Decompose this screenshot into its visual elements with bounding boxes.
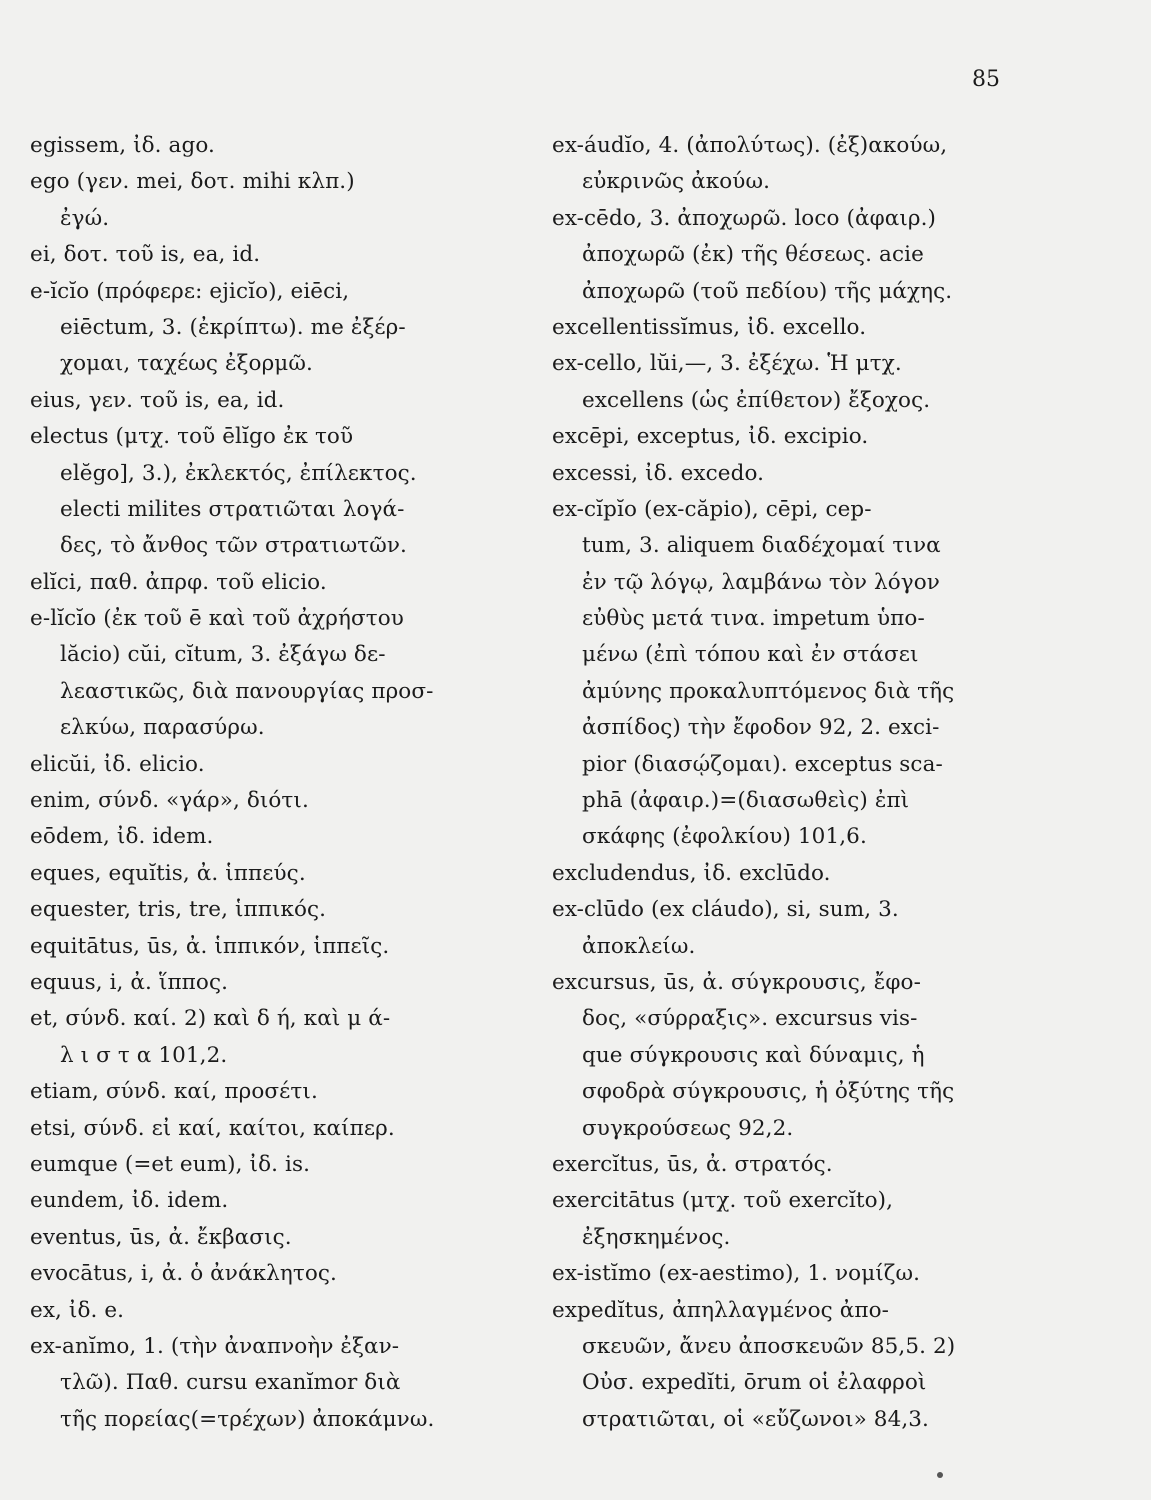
dictionary-line: ex, ἰδ. e. [30, 1297, 125, 1323]
dictionary-line: e-ĭcĭo (πρόφερε: ejicĭo), eiēci, [30, 278, 350, 304]
dictionary-line: enim, σύνδ. «γάρ», διότι. [30, 788, 309, 814]
dictionary-line: e-lĭcĭo (ἐκ τοῦ ē καὶ τοῦ ἀχρήστου [30, 606, 404, 632]
dictionary-line: ei, δοτ. τοῦ is, ea, id. [30, 242, 261, 268]
dictionary-line: eques, equĭtis, ἀ. ἱππεύς. [30, 860, 306, 886]
dictionary-line: que σύγκρουσις καὶ δύναμις, ἡ [582, 1042, 925, 1068]
dictionary-line: evocātus, i, ἀ. ὁ ἀνάκλητος. [30, 1261, 337, 1287]
dictionary-line: ex-clūdo (ex cláudo), si, sum, 3. [552, 897, 899, 923]
dictionary-line: τλῶ). Παθ. cursu exanĭmor διὰ [60, 1370, 401, 1396]
dictionary-line: equitātus, ūs, ἀ. ἱππικόν, ἱππεῖς. [30, 933, 390, 959]
dictionary-line: ex-anĭmo, 1. (τὴν ἀναπνοὴν ἐξαν- [30, 1333, 400, 1359]
dictionary-line: Οὐσ. expedĭti, ōrum οἱ ἐλαφροὶ [582, 1370, 927, 1396]
dictionary-line: ελκύω, παρασύρω. [60, 715, 265, 741]
dictionary-line: ex-cĭpĭo (ex-căpio), cēpi, cep- [552, 496, 872, 522]
dictionary-line: σκάφης (ἐφολκίου) 101,6. [582, 824, 867, 850]
dictionary-line: ἀποκλείω. [582, 933, 696, 959]
dictionary-line: χομαι, ταχέως ἐξορμῶ. [60, 351, 313, 377]
dictionary-line: eōdem, ἰδ. idem. [30, 824, 214, 850]
dictionary-line: elicŭi, ἰδ. elicio. [30, 751, 205, 777]
dictionary-line: elĕgo], 3.), ἐκλεκτός, ἐπίλεκτος. [60, 460, 417, 486]
dictionary-line: στρατιῶται, οἱ «εὔζωνοι» 84,3. [582, 1406, 929, 1432]
dictionary-line: excursus, ūs, ἀ. σύγκρουσις, ἔφο- [552, 969, 921, 995]
dictionary-line: ex-cello, lŭi,—, 3. ἐξέχω. Ἡ μτχ. [552, 351, 902, 377]
left-column [30, 128, 510, 1438]
dictionary-line: λ ι σ τ α 101,2. [60, 1042, 228, 1068]
dictionary-line: excēpi, exceptus, ἰδ. excipio. [552, 424, 869, 450]
dictionary-line: eius, γεν. τοῦ is, ea, id. [30, 387, 285, 413]
dictionary-line: ex-cēdo, 3. ἀποχωρῶ. loco (ἀφαιρ.) [552, 205, 937, 231]
dictionary-line: μένω (ἐπὶ τόπου καὶ ἐν στάσει [582, 642, 919, 668]
page-number: 85 [972, 67, 1000, 92]
dictionary-line: λεαστικῶς, διὰ πανουργίας προσ- [60, 678, 434, 704]
dictionary-line: expedĭtus, ἀπηλλαγμένος ἀπο- [552, 1297, 889, 1323]
dictionary-line: equus, i, ἀ. ἵππος. [30, 969, 229, 995]
dictionary-line: eundem, ἰδ. idem. [30, 1188, 229, 1214]
dictionary-line: ἐν τῷ λόγῳ, λαμβάνω τὸν λόγον [582, 569, 940, 595]
dictionary-line: συγκρούσεως 92,2. [582, 1115, 794, 1141]
dictionary-line: σφοδρὰ σύγκρουσις, ἡ ὀξύτης τῆς [582, 1079, 955, 1105]
dictionary-line: εὐκρινῶς ἀκούω. [582, 169, 771, 195]
dictionary-line: et, σύνδ. καί. 2) καὶ δ ή, καὶ μ ά- [30, 1006, 391, 1032]
dictionary-line: δες, τὸ ἄνθος τῶν στρατιωτῶν. [60, 533, 407, 559]
dictionary-line: etsi, σύνδ. εἰ καί, καίτοι, καίπερ. [30, 1115, 395, 1141]
dictionary-line: ἀμύνης προκαλυπτόμενος διὰ τῆς [582, 678, 955, 704]
dictionary-line: εὐθὺς μετά τινα. impetum ὑπο- [582, 606, 925, 632]
dictionary-line: ἐξησκημένος. [582, 1224, 731, 1250]
dictionary-line: excellentissĭmus, ἰδ. excello. [552, 314, 867, 340]
dictionary-line: ex-istĭmo (ex-aestimo), 1. νομίζω. [552, 1261, 921, 1287]
dictionary-line: ex-áudĭo, 4. (ἀπολύτως). (ἐξ)ακούω, [552, 133, 948, 158]
dictionary-line: etiam, σύνδ. καί, προσέτι. [30, 1079, 318, 1105]
right-column [552, 128, 1012, 1438]
dictionary-line: eiēctum, 3. (ἐκρίπτω). me ἐξέρ- [60, 314, 406, 340]
dictionary-line: exercĭtus, ūs, ἀ. στρατός. [552, 1151, 833, 1177]
dictionary-line: ego (γεν. mei, δοτ. mihi κλπ.) [30, 169, 355, 195]
dictionary-line: equester, tris, tre, ἱππικός. [30, 897, 327, 923]
dictionary-line: egissem, ἰδ. ago. [30, 133, 215, 158]
dictionary-line: electi milites στρατιῶται λογά- [60, 496, 405, 522]
dictionary-line: pior (διασῴζομαι). exceptus sca- [582, 751, 943, 777]
dictionary-line: ἐγώ. [60, 205, 110, 231]
dictionary-line: ἀποχωρῶ (ἐκ) τῆς θέσεως. acie [582, 242, 924, 268]
dictionary-line: lăcio) cŭi, cĭtum, 3. ἐξάγω δε- [60, 642, 386, 668]
ink-speck [937, 1472, 943, 1478]
dictionary-line: δος, «σύρραξις». excursus vis- [582, 1006, 918, 1032]
dictionary-line: tum, 3. aliquem διαδέχομαί τινα [582, 533, 941, 559]
dictionary-line: electus (μτχ. τοῦ ēlĭgo ἐκ τοῦ [30, 424, 354, 450]
dictionary-line: excellens (ὡς ἐπίθετον) ἔξοχος. [582, 387, 931, 413]
dictionary-line: ἀποχωρῶ (τοῦ πεδίου) τῆς μάχης. [582, 278, 953, 304]
dictionary-line: σκευῶν, ἄνευ ἀποσκευῶν 85,5. 2) [582, 1333, 956, 1359]
dictionary-line: elĭci, παθ. ἀπρφ. τοῦ elicio. [30, 569, 327, 595]
dictionary-line: excessi, ἰδ. excedo. [552, 460, 765, 486]
dictionary-line: excludendus, ἰδ. exclūdo. [552, 860, 831, 886]
dictionary-line: exercitātus (μτχ. τοῦ exercĭto), [552, 1188, 894, 1214]
dictionary-line: eventus, ūs, ἀ. ἔκβασις. [30, 1224, 292, 1250]
dictionary-line: τῆς πορείας(=τρέχων) ἀποκάμνω. [60, 1406, 435, 1432]
dictionary-line: eumque (=et eum), ἰδ. is. [30, 1151, 311, 1177]
dictionary-line: ἀσπίδος) τὴν ἔφοδον 92, 2. exci- [582, 715, 940, 741]
dictionary-line: phā (ἀφαιρ.)=(διασωθεὶς) ἐπὶ [582, 788, 910, 814]
